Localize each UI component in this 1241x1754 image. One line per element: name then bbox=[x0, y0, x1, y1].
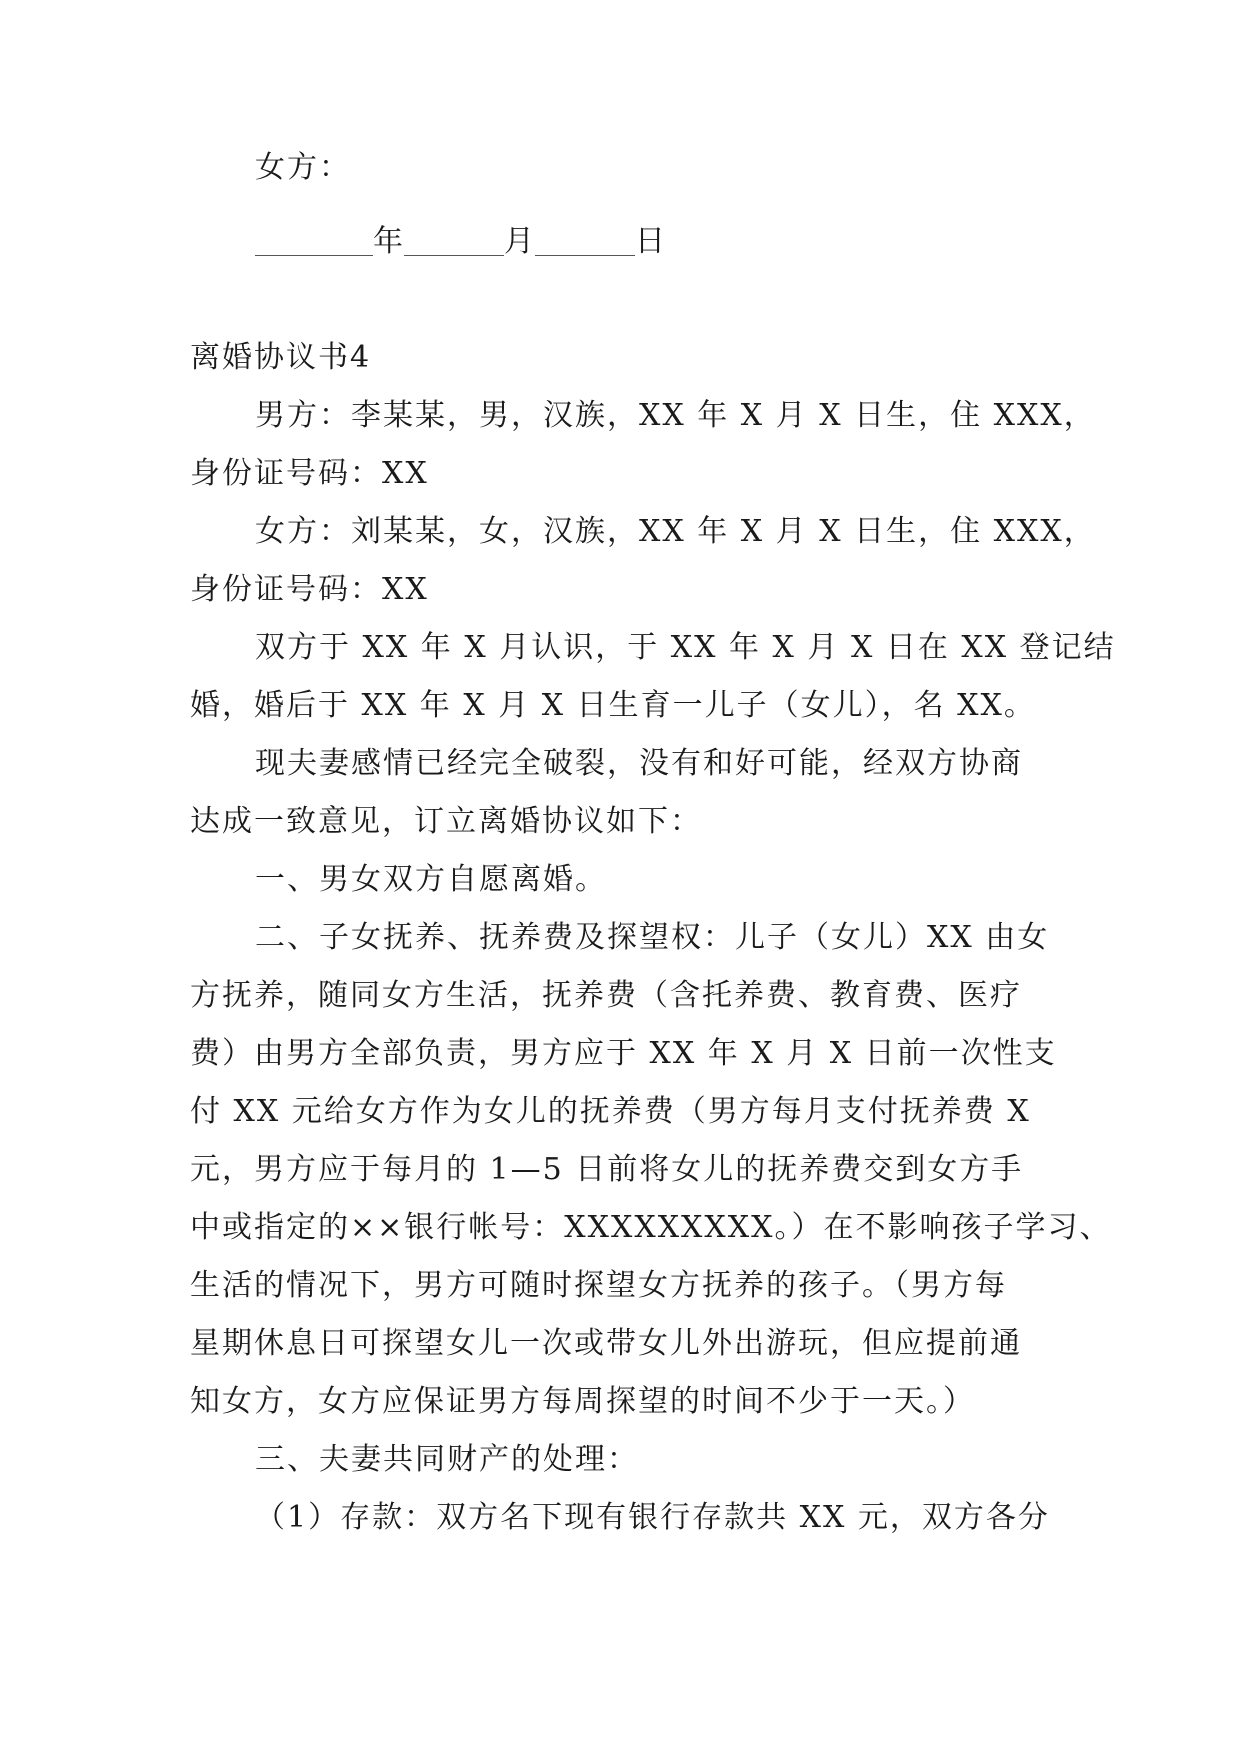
day-label: 日 bbox=[635, 224, 666, 259]
paragraph-line: 双方于 XX 年 X 月认识，于 XX 年 X 月 X 日在 XX 登记结 bbox=[255, 630, 1116, 665]
paragraph-line: 婚，婚后于 XX 年 X 月 X 日生育一儿子（女儿），名 XX。 bbox=[190, 688, 1036, 723]
paragraph-line: 星期休息日可探望女儿一次或带女儿外出游玩，但应提前通 bbox=[190, 1326, 1022, 1361]
paragraph-line: 现夫妻感情已经完全破裂，没有和好可能，经双方协商 bbox=[255, 746, 1023, 781]
paragraph-line: 身份证号码：XX bbox=[190, 572, 429, 607]
paragraph-line: （1）存款：双方名下现有银行存款共 XX 元，双方各分 bbox=[255, 1500, 1050, 1535]
paragraph-line: 三、夫妻共同财产的处理： bbox=[255, 1442, 639, 1477]
paragraph-line: 中或指定的××银行帐号：XXXXXXXXX。）在不影响孩子学习、 bbox=[190, 1210, 1112, 1245]
day-blank bbox=[535, 227, 635, 256]
paragraph-line: 一、男女双方自愿离婚。 bbox=[255, 862, 607, 897]
year-blank bbox=[255, 227, 373, 256]
female-party-signature-label: 女方： bbox=[255, 150, 351, 185]
paragraph-line: 付 XX 元给女方作为女儿的抚养费（男方每月支付抚养费 X bbox=[190, 1094, 1031, 1129]
month-blank bbox=[404, 227, 504, 256]
paragraph-line: 生活的情况下，男方可随时探望女方抚养的孩子。（男方每 bbox=[190, 1268, 1007, 1303]
paragraph-line: 男方：李某某，男，汉族，XX 年 X 月 X 日生，住 XXX， bbox=[255, 398, 1096, 433]
paragraph-line: 知女方，女方应保证男方每周探望的时间不少于一天。） bbox=[190, 1384, 975, 1419]
paragraph-line: 方抚养，随同女方生活，抚养费（含托养费、教育费、医疗 bbox=[190, 978, 1022, 1013]
month-label: 月 bbox=[504, 224, 535, 259]
paragraph-line: 费）由男方全部负责，男方应于 XX 年 X 月 X 日前一次性支 bbox=[190, 1036, 1057, 1071]
paragraph-line: 元，男方应于每月的 1—5 日前将女儿的抚养费交到女方手 bbox=[190, 1152, 1024, 1187]
paragraph-line: 女方：刘某某，女，汉族，XX 年 X 月 X 日生，住 XXX， bbox=[255, 514, 1096, 549]
paragraph-line: 二、子女抚养、抚养费及探望权：儿子（女儿）XX 由女 bbox=[255, 920, 1050, 955]
year-label: 年 bbox=[373, 224, 404, 259]
paragraph-line: 身份证号码：XX bbox=[190, 456, 429, 491]
agreement-title: 离婚协议书4 bbox=[190, 340, 372, 375]
paragraph-line: 达成一致意见，订立离婚协议如下： bbox=[190, 804, 702, 839]
signature-date-line bbox=[255, 222, 666, 262]
